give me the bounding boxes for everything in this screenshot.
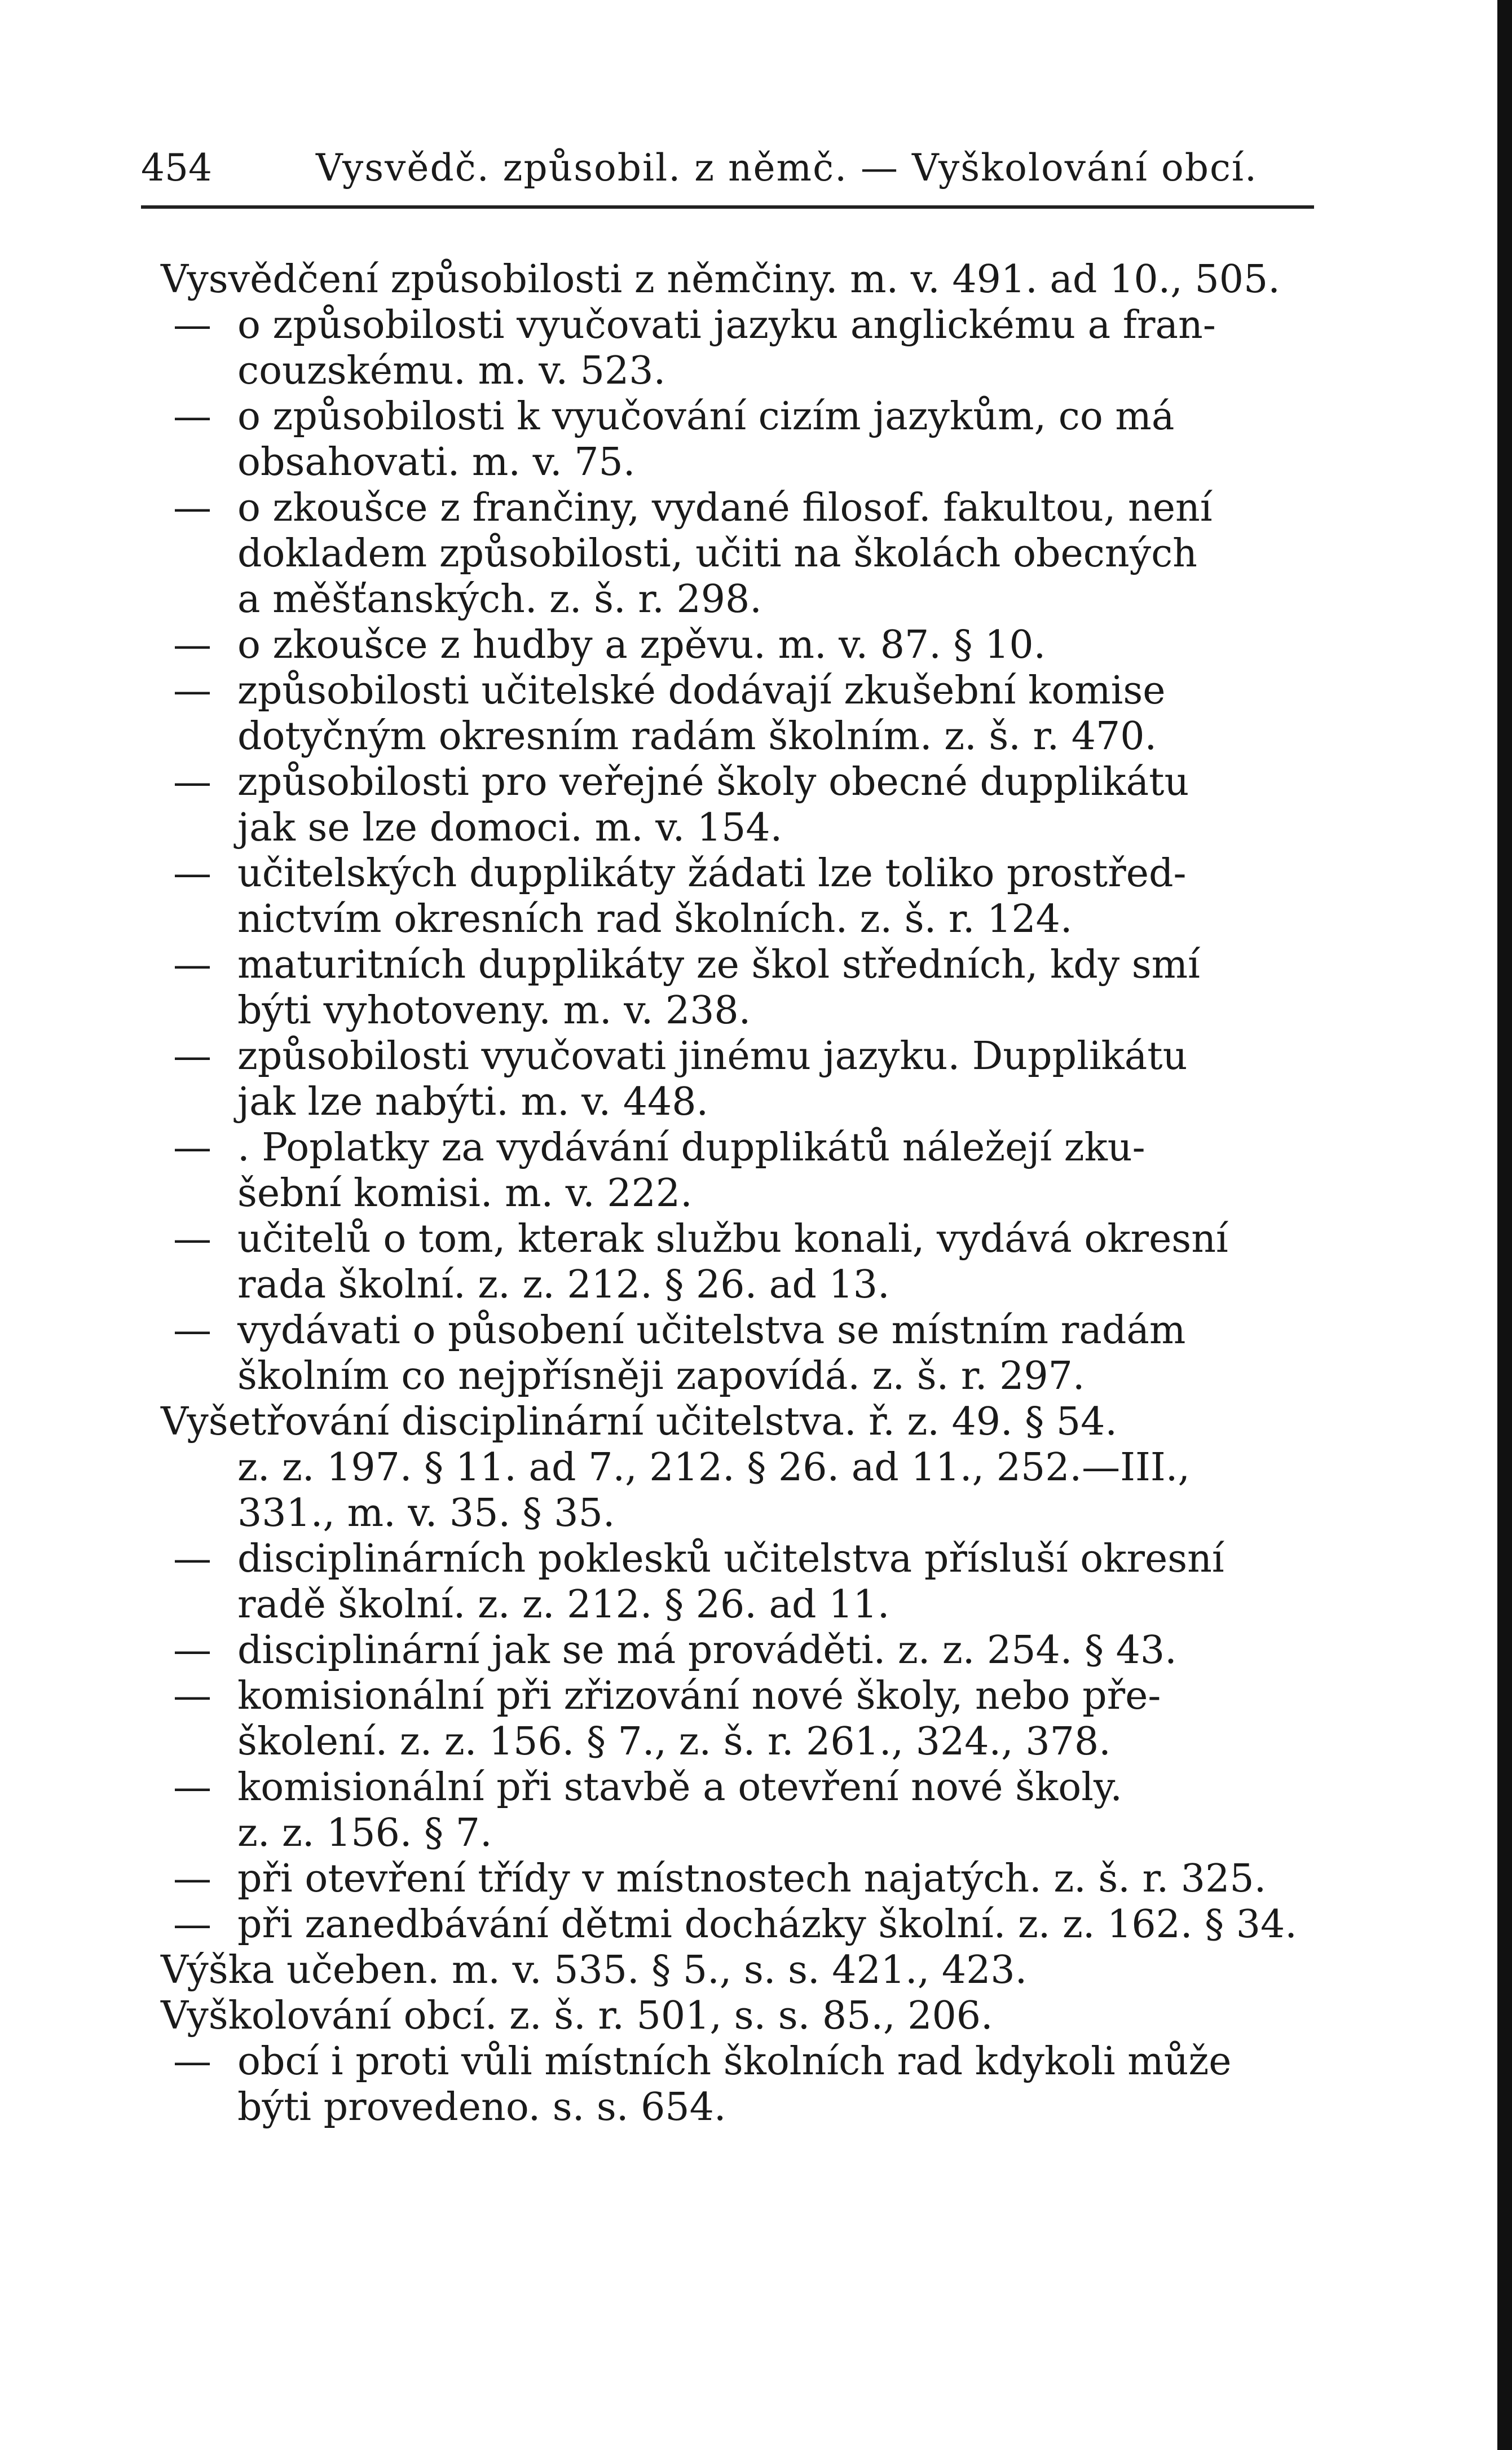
running-header xyxy=(141,146,1314,191)
entry-dash: — xyxy=(173,1765,211,1810)
entry-dash: — xyxy=(173,1902,211,1947)
index-continuation xyxy=(161,714,1328,759)
entry-dash: — xyxy=(173,668,211,713)
index-continuation xyxy=(161,1353,1328,1399)
entry-dash: — xyxy=(173,851,211,896)
index-continuation xyxy=(161,348,1328,394)
entry-text: z. z. 156. § 7. xyxy=(237,1811,492,1855)
index-continuation xyxy=(161,1445,1328,1490)
index-subentry xyxy=(161,1536,1328,1582)
index-subentry xyxy=(161,1216,1328,1262)
entry-text: rada školní. z. z. 212. § 26. ad 13. xyxy=(237,1263,890,1307)
entry-text: býti vyhotoveny. m. v. 238. xyxy=(237,988,751,1033)
entry-text: jak se lze domoci. m. v. 154. xyxy=(237,806,783,850)
entry-dash: — xyxy=(173,1217,211,1261)
entry-text: komisionální při zřizování nové školy, nebo pře- xyxy=(237,1674,1161,1718)
entry-text: nictvím okresních rad školních. z. š. r. 124. xyxy=(237,897,1073,942)
index-subentry xyxy=(161,1308,1328,1353)
entry-text: Vyškolování obcí. z. š. r. 501, s. s. 85., 206. xyxy=(161,1994,993,2038)
entry-text: o způsobilosti vyučovati jazyku anglickému a fran- xyxy=(237,303,1216,348)
entry-text: Vysvědčení způsobilosti z němčiny. m. v. 491. ad 10., 505. xyxy=(161,257,1280,302)
scan-edge xyxy=(1497,0,1512,2450)
entry-dash: — xyxy=(173,1674,211,1718)
entry-text: učitelských dupplikáty žádati lze toliko prostřed- xyxy=(237,851,1187,896)
entry-text: a měšťanských. z. š. r. 298. xyxy=(237,577,762,622)
index-subentry xyxy=(161,851,1328,896)
index-continuation xyxy=(161,1719,1328,1765)
entry-text: při otevření třídy v místnostech najatých. z. š. r. 325. xyxy=(237,1857,1267,1901)
index-entries xyxy=(161,257,1328,2130)
index-subentry xyxy=(161,394,1328,439)
entry-dash: — xyxy=(173,303,211,348)
index-continuation xyxy=(161,1582,1328,1628)
entry-text: maturitních dupplikáty ze škol středních, kdy smí xyxy=(237,943,1200,987)
entry-text: způsobilosti učitelské dodávají zkušební komise xyxy=(237,668,1166,713)
index-continuation xyxy=(161,988,1328,1033)
header-rule xyxy=(141,205,1314,209)
index-subentry xyxy=(161,1673,1328,1719)
entry-text: dokladem způsobilosti, učiti na školách obecných xyxy=(237,531,1197,576)
entry-dash: — xyxy=(173,623,211,667)
entry-text: Vyšetřování disciplinární učitelstva. ř. z. 49. § 54. xyxy=(161,1400,1118,1444)
index-subentry xyxy=(161,759,1328,805)
entry-dash: — xyxy=(173,760,211,804)
index-heading xyxy=(161,1947,1328,1993)
index-continuation xyxy=(161,1171,1328,1216)
index-continuation xyxy=(161,1810,1328,1856)
entry-text: o zkoušce z frančiny, vydané filosof. fakultou, není xyxy=(237,486,1213,530)
index-subentry xyxy=(161,2039,1328,2084)
entry-text: při zanedbávání dětmi docházky školní. z. z. 162. § 34. xyxy=(237,1902,1297,1947)
entry-text: dotyčným okresním radám školním. z. š. r. 470. xyxy=(237,714,1157,759)
entry-text: šební komisi. m. v. 222. xyxy=(237,1171,693,1216)
index-heading xyxy=(161,1399,1328,1445)
entry-text: z. z. 197. § 11. ad 7., 212. § 26. ad 11., 252.—III., xyxy=(237,1445,1190,1490)
entry-dash: — xyxy=(173,943,211,987)
entry-text: jak lze nabýti. m. v. 448. xyxy=(237,1080,709,1124)
index-subentry xyxy=(161,485,1328,531)
index-continuation xyxy=(161,1490,1328,1536)
index-continuation xyxy=(161,439,1328,485)
entry-text: 331., m. v. 35. § 35. xyxy=(237,1491,615,1536)
entry-dash: — xyxy=(173,1628,211,1673)
index-subentry xyxy=(161,668,1328,714)
entry-text: způsobilosti pro veřejné školy obecné dupplikátu xyxy=(237,760,1189,804)
entry-dash: — xyxy=(173,1034,211,1079)
entry-text: . Poplatky za vydávání dupplikátů náležejí zku- xyxy=(237,1125,1145,1170)
entry-text: couzskému. m. v. 523. xyxy=(237,349,666,393)
index-continuation xyxy=(161,1262,1328,1308)
index-continuation xyxy=(161,531,1328,577)
entry-text: způsobilosti vyučovati jinému jazyku. Dupplikátu xyxy=(237,1034,1188,1079)
index-continuation xyxy=(161,1079,1328,1125)
index-subentry xyxy=(161,1902,1328,1947)
entry-dash: — xyxy=(173,2039,211,2084)
page-number: 454 xyxy=(141,146,212,190)
entry-text: školním co nejpřísněji zapovídá. z. š. r. 297. xyxy=(237,1354,1085,1398)
entry-dash: — xyxy=(173,1125,211,1170)
entry-dash: — xyxy=(173,486,211,530)
index-subentry xyxy=(161,1765,1328,1810)
entry-text: disciplinárních poklesků učitelstva přísluší okresní xyxy=(237,1537,1224,1581)
entry-dash: — xyxy=(173,1308,211,1353)
entry-text: učitelů o tom, kterak službu konali, vydává okresní xyxy=(237,1217,1228,1261)
index-subentry xyxy=(161,1125,1328,1171)
index-subentry xyxy=(161,942,1328,988)
entry-text: Výška učeben. m. v. 535. § 5., s. s. 421., 423. xyxy=(161,1948,1028,1992)
entry-dash: — xyxy=(173,394,211,439)
index-subentry xyxy=(161,1856,1328,1902)
index-heading xyxy=(161,1993,1328,2039)
entry-dash: — xyxy=(173,1857,211,1901)
entry-text: disciplinární jak se má prováděti. z. z. 254. § 43. xyxy=(237,1628,1177,1673)
entry-text: o způsobilosti k vyučování cizím jazykům, co má xyxy=(237,394,1175,439)
entry-text: komisionální při stavbě a otevření nové školy. xyxy=(237,1765,1122,1810)
index-subentry xyxy=(161,1033,1328,1079)
entry-text: radě školní. z. z. 212. § 26. ad 11. xyxy=(237,1582,890,1627)
index-heading xyxy=(161,257,1328,302)
index-continuation xyxy=(161,577,1328,622)
entry-text: obcí i proti vůli místních školních rad kdykoli může xyxy=(237,2039,1232,2084)
entry-text: o zkoušce z hudby a zpěvu. m. v. 87. § 10. xyxy=(237,623,1046,667)
index-continuation xyxy=(161,2084,1328,2130)
entry-text: školení. z. z. 156. § 7., z. š. r. 261., 324., 378. xyxy=(237,1719,1111,1764)
index-subentry xyxy=(161,622,1328,668)
index-continuation xyxy=(161,896,1328,942)
index-subentry xyxy=(161,302,1328,348)
index-subentry xyxy=(161,1628,1328,1673)
running-title: Vysvědč. způsobil. z němč. — Vyškolování obcí. xyxy=(316,146,1258,190)
entry-dash: — xyxy=(173,1537,211,1581)
index-continuation xyxy=(161,805,1328,851)
entry-text: vydávati o působení učitelstva se místním radám xyxy=(237,1308,1186,1353)
entry-text: obsahovati. m. v. 75. xyxy=(237,440,636,485)
entry-text: býti provedeno. s. s. 654. xyxy=(237,2085,726,2130)
